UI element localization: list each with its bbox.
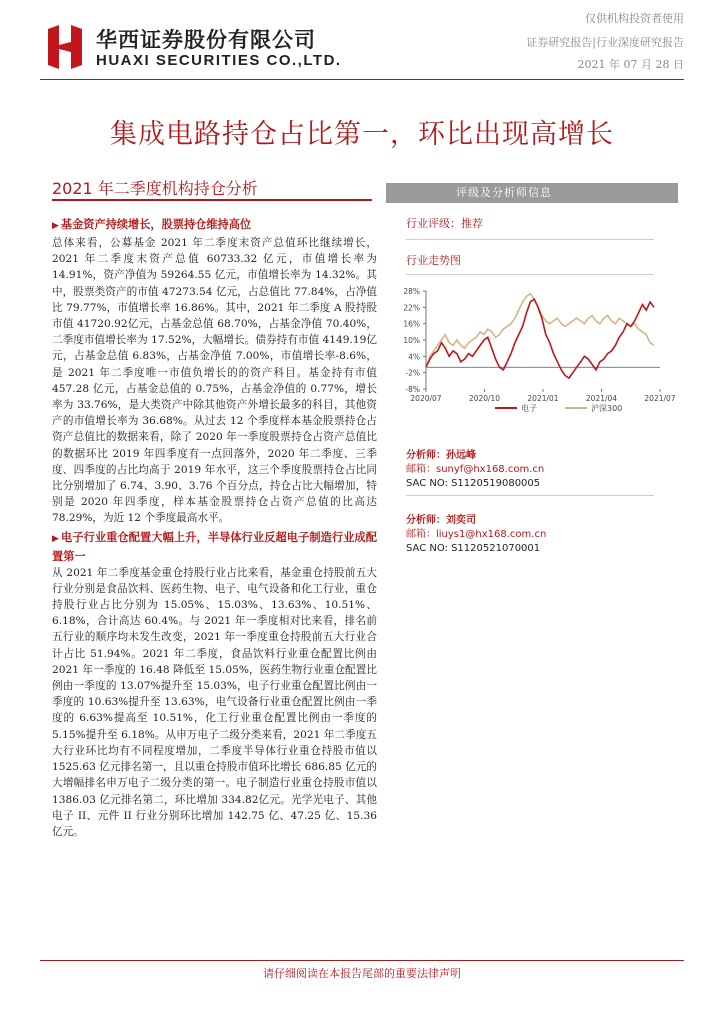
analyst-name: 分析师：刘奕司 [406, 515, 476, 526]
y-tick-label: 4% [408, 352, 420, 362]
section-heading-text: 基金资产持续增长，股票持仓维持高位 [60, 217, 252, 231]
y-tick-label: 16% [403, 319, 420, 329]
trend-chart-title: 行业走势图 [406, 254, 461, 267]
analyst-divider [406, 495, 654, 496]
triangle-bullet-icon: ▶ [52, 533, 60, 544]
section-heading [52, 216, 377, 235]
report-subtitle: 2021 年二季度机构持仓分析 [52, 179, 258, 198]
section-heading-text: 电子行业重仓配置大幅上升，半导体行业反超电子制造行业成配置第一 [52, 529, 377, 563]
y-tick-label: -2% [405, 368, 420, 378]
footer-disclaimer: 请仔细阅读在本报告尾部的重要法律声明 [263, 967, 461, 980]
x-tick-label: 2020/07 [410, 394, 442, 403]
section-paragraph: 总体来看，公募基金 2021 年二季度末资产总值环比继续增长，2021 年二季度末资产总值 60733.32 亿元，市值增长率为 14.91%，资产净值为 59264.55 亿元，市值增长率为 14.32%。其中，股票类资产的市值 47273.54 亿元，占总值比 77.84%，占净值比 79.77%，市值增长率 16.86%。其中，2021 年二季度 A 股持股市值 41720.92亿元，占基金总值 68.70%，占基金净值 70.40%，二季度市值增长率为 17.52%，大幅增长。债券持有市值 4149.19亿元，占基金总值 6.83%，占基金净值 7.00%，市值增长率-8.6%，是 2021 年二季度唯一市值负增长的的资产科目。基金持有市值 457.28 亿元，占基金总值的 0.75%，占基金净值的 0.77%，增长率为 33.76%，是大类资产中除其他资产外增长最多的科目，其他资产的市值增长率为 36.68%。从过去 12 个季度样本基金股票持仓占资产总值比的数据来看，除了 2020 年一季度股票持仓占资产总值比的数据环比 2019 年四季度有一点回落外，2020 年二季度、三季度、四季度的占比均高于 2019 年水平，这三个季度股票持仓占比同比分别增加了 6.74、3.90、3.76 个百分点，持仓占比大幅增加，特别是 2020 年四季度，样本基金股票持仓占资产总值的比高达 78.29%，为近 12 个季度最高水平。 [52, 237, 377, 525]
report-date: 2021 年 07 月 28 日 [577, 58, 684, 71]
analyst-sac: SAC NO: S1120521070001 [406, 543, 541, 554]
x-tick-label: 2021/07 [644, 394, 676, 403]
y-tick-label: 10% [403, 336, 420, 345]
x-tick-label: 2021/04 [585, 394, 618, 403]
x-tick-label: 2021/01 [527, 394, 559, 403]
x-tick-label: 2020/10 [468, 394, 501, 403]
y-tick-label: 22% [403, 303, 420, 313]
company-name-cn: 华西证券股份有限公司 [96, 28, 316, 52]
analyst-sac: SAC NO: S1120519080005 [406, 478, 541, 489]
report-type: 证券研究报告|行业深度研究报告 [526, 36, 684, 49]
section-paragraph: 从 2021 年二季度基金重仓持股行业占比来看，基金重仓持股前五大行业分别是食品饮料、医药生物、电子、电气设备和化工行业，重仓持股行业占比分别为 15.05%、15.03%、13.63%、10.51%、6.18%，合计高达 60.4%。与 2021 年一季度相对比来看，排名前五行业的顺序均未发生改变，2021 年一季度重仓持股前五大行业合计占比 51.94%。2021 年二季度，食品饮料行业重仓配置比例由 2021 年一季度的 16.48 降低至 15.05%，医药生物行业重仓配置比例由一季度的 13.07%提升至 15.03%，电子行业重仓配置比例由一季度的 10.63%提升至 13.63%，电气设备行业重仓配置比例由一季度的 6.63%提高至 10.51%，化工行业重仓配置比例由一季度的 5.15%提升至 6.18%。从申万电子二级分类来看，2021 年二季度五大行业环比均有不同程度增加，二季度半导体行业重仓持股市值以 1525.63 亿元排名第一，且以重仓持股市值环比增长 686.85 亿元的大增幅排名申万电子二级分类的第一。电子制造行业重仓持股市值以 1386.03 亿元排名第二，环比增加 334.82亿元。光学光电子、其他电子 II、元件 II 行业分别环比增加 142.75 亿、47.25 亿、15.36 亿元。 [52, 566, 377, 838]
sidebar-panel [386, 183, 678, 556]
company-name-en: HUAXI SECURITIES CO.,LTD. [96, 52, 342, 69]
legend-label: 电子 [521, 404, 537, 413]
sidebar-title: 评级及分析师信息 [386, 183, 678, 203]
trend-chart [390, 279, 678, 429]
report-title: 集成电路持仓占比第一，环比出现高增长 [110, 119, 614, 150]
company-logo [46, 25, 84, 69]
subtitle-underline [52, 199, 372, 201]
footer-divider [40, 960, 684, 961]
industry-rating: 行业评级：推荐 [406, 217, 483, 230]
triangle-bullet-icon: ▶ [52, 221, 59, 231]
analyst-email[interactable]: 邮箱：liuys1@hx168.com.cn [406, 529, 547, 540]
y-tick-label: -8% [405, 385, 420, 394]
body-text-column [52, 214, 377, 840]
legend-label: 沪深300 [591, 404, 623, 413]
series-line-electronics [426, 299, 654, 378]
section-heading [52, 529, 377, 565]
analyst-info [386, 514, 678, 556]
sidebar-divider [406, 274, 654, 275]
header-divider [40, 79, 684, 80]
sidebar-divider [406, 239, 654, 240]
series-line-csi300 [426, 294, 654, 368]
audience-note: 仅供机构投资者使用 [585, 12, 684, 25]
analyst-name: 分析师：孙远峰 [406, 450, 476, 461]
y-tick-label: 28% [403, 287, 420, 296]
analyst-info [386, 449, 678, 496]
analyst-email[interactable]: 邮箱：sunyf@hx168.com.cn [406, 464, 545, 475]
